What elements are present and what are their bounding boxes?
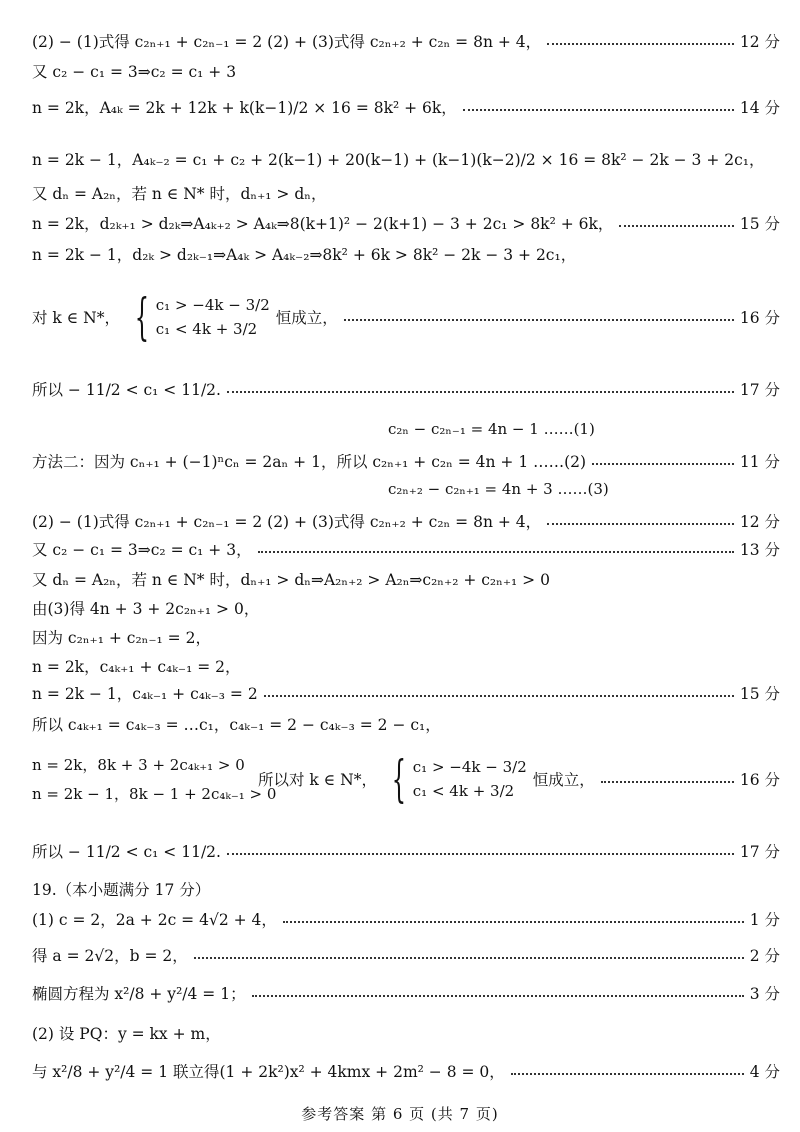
line-result-17	[32, 378, 780, 400]
line-text: 又 dₙ = A₂ₙ，若 n ∈ N* 时，dₙ₊₁ > dₙ⇒A₂ₙ₊₂ > A₂ₙ⇒c₂ₙ₊₂ + c₂ₙ₊₁ > 0	[32, 571, 550, 589]
score-label: 11 分	[739, 453, 780, 471]
system-row: c₁ > −4k − 3/2	[412, 758, 527, 776]
inequality-system	[126, 288, 270, 346]
leader-dots	[258, 551, 734, 553]
line-method2	[32, 450, 780, 472]
line-text: n = 2k，d₂ₖ₊₁ > d₂ₖ⇒A₄ₖ₊₂ > A₄ₖ⇒8(k+1)² − 2(k+1) − 3 + 2c₁ > 8k² + 6k，	[32, 215, 614, 233]
leader-dots	[547, 523, 734, 525]
line-text: (2) − (1)式得 c₂ₙ₊₁ + c₂ₙ₋₁ = 2 (2) + (3)式得 c₂ₙ₊₂ + c₂ₙ = 8n + 4，	[32, 513, 542, 531]
leader-dots	[194, 957, 744, 959]
line-c2	[32, 60, 780, 82]
score-label: 1 分	[749, 911, 780, 929]
line-a4k	[32, 96, 780, 118]
brace-glyph: {	[134, 288, 150, 346]
system-row: c₁ < 4k + 3/2	[155, 320, 258, 338]
score-label: 16 分	[739, 771, 780, 789]
line-d2k1	[32, 212, 780, 234]
leader-dots	[592, 463, 734, 465]
leader-dots	[344, 319, 734, 321]
line-c2-13	[32, 538, 780, 560]
system-row: c₁ < 4k + 3/2	[412, 782, 515, 800]
case-b: n = 2k − 1，8k − 1 + 2c₄ₖ₋₁ > 0	[32, 785, 277, 803]
leader-dots	[601, 781, 734, 783]
line-from3	[32, 597, 780, 619]
line-system-16b	[258, 750, 780, 808]
leader-dots	[252, 995, 744, 997]
line-dn-2	[32, 568, 780, 590]
line-q19-2	[32, 944, 780, 966]
score-label: 2 分	[749, 947, 780, 965]
line-n2k	[32, 655, 780, 677]
case-stack	[32, 754, 276, 804]
line-text: 19.（本小题满分 17 分）	[32, 881, 211, 899]
score-label: 12 分	[739, 513, 780, 531]
line-text: 与 x²/8 + y²/4 = 1 联立得(1 + 2k²)x² + 4kmx + 2m² − 8 = 0，	[32, 1063, 505, 1081]
score-label: 4 分	[749, 1063, 780, 1081]
score-label: 17 分	[739, 381, 780, 399]
question-19-heading	[32, 878, 780, 900]
leader-dots	[283, 921, 744, 923]
line-text: n = 2k − 1，c₄ₖ₋₁ + c₄ₖ₋₃ = 2	[32, 685, 258, 703]
line-n2k-1	[32, 682, 780, 704]
line-text: 所以 c₄ₖ₊₁ = c₄ₖ₋₃ = …c₁，c₄ₖ₋₁ = 2 − c₄ₖ₋₃ = 2 − c₁，	[32, 716, 441, 734]
line-q19-1	[32, 908, 780, 930]
score-label: 16 分	[739, 309, 780, 327]
line-d2k	[32, 243, 780, 265]
line-text: 又 c₂ − c₁ = 3⇒c₂ = c₁ + 3	[32, 63, 237, 81]
line-text: 因为 c₂ₙ₊₁ + c₂ₙ₋₁ = 2，	[32, 629, 211, 647]
line-dn	[32, 182, 780, 204]
line-so-c4k	[32, 713, 780, 735]
method2-eq3: c₂ₙ₊₂ − c₂ₙ₊₁ = 4n + 3 ……(3)	[388, 480, 609, 498]
leader-dots	[227, 391, 734, 393]
score-label: 13 分	[739, 541, 780, 559]
line-q19-5	[32, 1060, 780, 1082]
leader-dots	[227, 853, 734, 855]
line-result-17b	[32, 840, 780, 862]
score-label: 14 分	[739, 99, 780, 117]
line-suffix: 恒成立，	[532, 771, 595, 789]
line-text: n = 2k − 1，A₄ₖ₋₂ = c₁ + c₂ + 2(k−1) + 20(k−1) + (k−1)(k−2)/2 × 16 = 8k² − 2k − 3 + 2c₁，	[32, 151, 765, 169]
line-text: 又 dₙ = A₂ₙ，若 n ∈ N* 时，dₙ₊₁ > dₙ，	[32, 185, 327, 203]
system-row: c₁ > −4k − 3/2	[155, 296, 270, 314]
line-text: 方法二：因为 cₙ₊₁ + (−1)ⁿcₙ = 2aₙ + 1，所以 c₂ₙ₊₁ + c₂ₙ = 4n + 1 ……(2)	[32, 453, 587, 471]
line-text: 又 c₂ − c₁ = 3⇒c₂ = c₁ + 3，	[32, 541, 252, 559]
score-label: 12 分	[739, 33, 780, 51]
line-system-16	[32, 288, 780, 346]
leader-dots	[547, 43, 734, 45]
line-text: 由(3)得 4n + 3 + 2c₂ₙ₊₁ > 0，	[32, 600, 260, 618]
case-a: n = 2k，8k + 3 + 2c₄ₖ₊₁ > 0	[32, 756, 245, 774]
line-eq-12b	[32, 510, 780, 532]
method2-eq1: c₂ₙ − c₂ₙ₋₁ = 4n − 1 ……(1)	[388, 420, 595, 438]
line-a4k-2	[32, 148, 780, 170]
brace-glyph: {	[391, 750, 407, 808]
line-text: n = 2k，c₄ₖ₊₁ + c₄ₖ₋₁ = 2，	[32, 658, 241, 676]
line-text: 椭圆方程为 x²/8 + y²/4 = 1；	[32, 985, 246, 1003]
line-text: 所以 − 11/2 < c₁ < 11/2.	[32, 381, 221, 399]
inequality-system	[383, 750, 527, 808]
line-suffix: 恒成立，	[275, 309, 338, 327]
leader-dots	[619, 225, 733, 227]
line-text: n = 2k − 1，d₂ₖ > d₂ₖ₋₁⇒A₄ₖ > A₄ₖ₋₂⇒8k² + 6k > 8k² − 2k − 3 + 2c₁，	[32, 246, 577, 264]
line-text: n = 2k，A₄ₖ = 2k + 12k + k(k−1)/2 × 16 = 8k² + 6k，	[32, 99, 457, 117]
score-label: 15 分	[739, 215, 780, 233]
line-prefix: 对 k ∈ N*，	[32, 309, 120, 327]
page-footer: 参考答案 第 6 页 (共 7 页)	[301, 1105, 499, 1123]
line-text: (2) − (1)式得 c₂ₙ₊₁ + c₂ₙ₋₁ = 2 (2) + (3)式得 c₂ₙ₊₂ + c₂ₙ = 8n + 4，	[32, 33, 542, 51]
leader-dots	[264, 695, 734, 697]
line-q19-4	[32, 1022, 780, 1044]
leader-dots	[511, 1073, 744, 1075]
line-text: (2) 设 PQ：y = kx + m，	[32, 1025, 221, 1043]
line-text: (1) c = 2，2a + 2c = 4√2 + 4，	[32, 911, 277, 929]
score-label: 15 分	[739, 685, 780, 703]
line-text: 所以 − 11/2 < c₁ < 11/2.	[32, 843, 221, 861]
line-because	[32, 626, 780, 648]
line-text: 得 a = 2√2，b = 2，	[32, 947, 188, 965]
line-q19-3	[32, 982, 780, 1004]
leader-dots	[463, 109, 734, 111]
line-eq-12	[32, 30, 780, 52]
score-label: 17 分	[739, 843, 780, 861]
line-prefix: 所以对 k ∈ N*，	[258, 771, 377, 789]
score-label: 3 分	[749, 985, 780, 1003]
